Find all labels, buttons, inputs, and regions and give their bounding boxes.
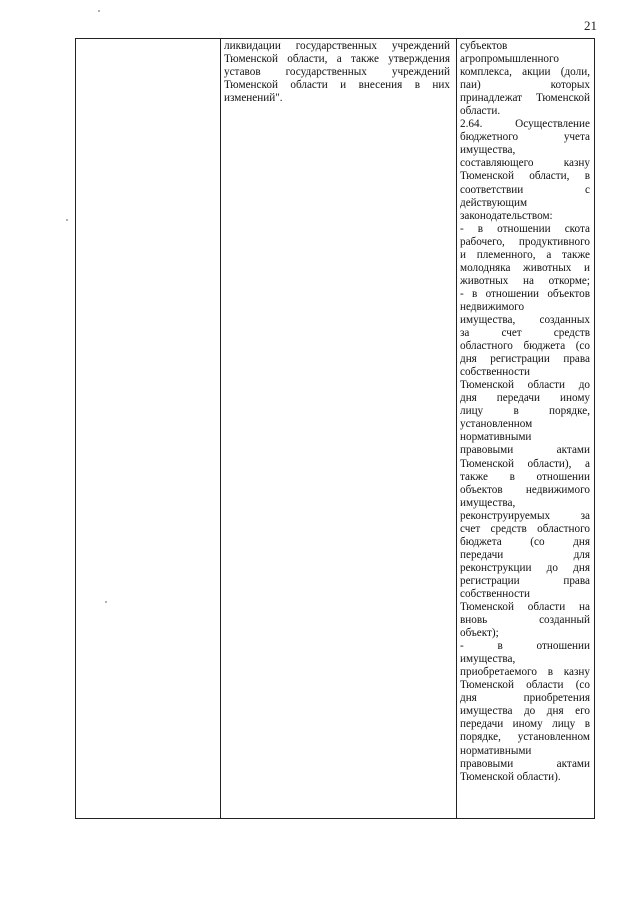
text-line: Тюменской области до	[460, 379, 590, 392]
column-divider-right	[456, 39, 457, 818]
text-line: Тюменской области и внесения в них	[224, 79, 450, 92]
scan-speck	[105, 601, 107, 603]
text-line: бюджетного учета	[460, 131, 590, 144]
text-line: имущества,	[460, 653, 516, 666]
text-line: передачи для	[460, 548, 590, 561]
text-line: уставов государственных учреждений	[224, 66, 450, 79]
text-line: дня передачи иному	[460, 392, 590, 405]
text-line: бюджета (со дня	[460, 535, 590, 548]
text-line: паи) которых	[460, 79, 590, 92]
text-line: собственности	[460, 366, 530, 379]
text-line: имущества,	[460, 144, 516, 157]
text-line: животных на откорме;	[460, 274, 590, 287]
text-line: - в отношении объектов	[460, 287, 590, 300]
column-divider-left	[220, 39, 221, 818]
text-line: правовыми актами	[460, 757, 590, 770]
text-line: имущества, созданных	[460, 313, 590, 326]
text-line: установленном	[460, 418, 533, 431]
text-line: нормативными	[460, 431, 532, 444]
text-line: области.	[460, 105, 501, 118]
text-line: дня приобретения	[460, 692, 590, 705]
scan-speck	[66, 219, 68, 221]
table-cell-right	[460, 40, 590, 784]
text-line: реконструкции до дня	[460, 561, 590, 574]
text-line: Тюменской области).	[460, 770, 561, 783]
text-line: действующим	[460, 196, 528, 209]
text-line: Тюменской области на	[460, 601, 590, 614]
text-line: приобретаемого в казну	[460, 666, 590, 679]
text-line: объект);	[460, 627, 499, 640]
text-line: ликвидации государственных учреждений	[224, 40, 450, 52]
text-line: дня регистрации права	[460, 353, 590, 366]
text-line: регистрации права	[460, 574, 590, 587]
text-line: 2.64. Осуществление	[460, 118, 590, 131]
text-line: изменений".	[224, 92, 283, 105]
text-line: субъектов	[460, 40, 508, 52]
text-line: лицу в порядке,	[460, 405, 590, 418]
text-line: областного бюджета (со	[460, 340, 590, 353]
text-line: рабочего, продуктивного	[460, 235, 590, 248]
text-line: - в отношении	[460, 640, 590, 653]
text-line: реконструируемых за	[460, 509, 590, 522]
text-line: имущества до дня его	[460, 705, 590, 718]
text-line: передачи иному лицу в	[460, 718, 590, 731]
text-line: недвижимого	[460, 300, 525, 313]
table-cell-middle	[224, 40, 450, 105]
text-line: правовыми актами	[460, 444, 590, 457]
text-line: собственности	[460, 587, 530, 600]
text-line: объектов недвижимого	[460, 483, 590, 496]
text-line: Тюменской области, в	[460, 170, 590, 183]
text-line: вновь созданный	[460, 614, 590, 627]
document-table	[75, 38, 595, 819]
text-line: нормативными	[460, 744, 532, 757]
text-line: и племенного, а также	[460, 248, 590, 261]
text-line: Тюменской области, а также утверждения	[224, 53, 450, 66]
page-number: 21	[584, 18, 597, 33]
text-line: комплекса, акции (доли,	[460, 66, 590, 79]
text-line: счет средств областного	[460, 522, 590, 535]
scan-speck	[98, 10, 100, 12]
text-line: составляющего казну	[460, 157, 590, 170]
text-line: законодательством:	[460, 209, 553, 222]
text-line: также в отношении	[460, 470, 590, 483]
text-line: соответствии с	[460, 183, 590, 196]
text-line: имущества,	[460, 496, 516, 509]
text-line: за счет средств	[460, 327, 590, 340]
text-line: молодняка животных и	[460, 261, 590, 274]
text-line: агропромышленного	[460, 53, 559, 66]
text-line: принадлежат Тюменской	[460, 92, 590, 105]
text-line: Тюменской области (со	[460, 679, 590, 692]
text-line: - в отношении скота	[460, 222, 590, 235]
text-line: Тюменской области), а	[460, 457, 590, 470]
text-line: порядке, установленном	[460, 731, 590, 744]
